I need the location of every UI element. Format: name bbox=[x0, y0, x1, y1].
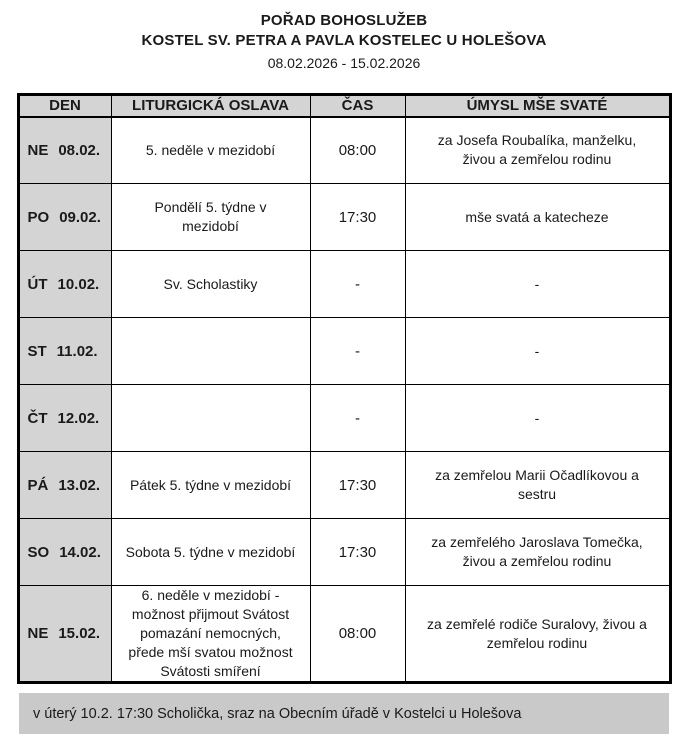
time-cell: - bbox=[310, 318, 405, 385]
day-abbr: NE bbox=[27, 625, 49, 642]
day-cell bbox=[18, 519, 111, 586]
day-cell bbox=[18, 385, 111, 452]
day-cell bbox=[18, 586, 111, 683]
column-header-liturgicka-oslava: LITURGICKÁ OSLAVA bbox=[111, 95, 310, 117]
day-abbr: NE bbox=[27, 141, 49, 159]
footer-note-text: v úterý 10.2. 17:30 Scholička, sraz na Obecním úřadě v Kostelci u Holešova bbox=[33, 705, 522, 722]
day-date: 11.02. bbox=[56, 342, 98, 360]
celebration-cell bbox=[111, 385, 310, 452]
time-cell: 08:00 bbox=[310, 117, 405, 184]
day-cell bbox=[18, 452, 111, 519]
day-abbr: PO bbox=[27, 208, 50, 226]
table-row bbox=[18, 586, 670, 683]
column-header-cas: ČAS bbox=[310, 95, 405, 117]
intention-cell: za zemřelé rodiče Suralovy, živou a zemřelou rodinu bbox=[405, 586, 670, 683]
footer-note-box bbox=[19, 693, 669, 734]
table-row bbox=[18, 519, 670, 586]
day-date: 14.02. bbox=[59, 543, 101, 561]
celebration-cell bbox=[111, 318, 310, 385]
day-date: 10.02. bbox=[57, 275, 100, 293]
day-date: 09.02. bbox=[59, 208, 101, 226]
day-abbr: SO bbox=[27, 543, 50, 561]
table-row bbox=[18, 184, 670, 251]
celebration-cell: Sobota 5. týdne v mezidobí bbox=[111, 519, 310, 586]
day-cell bbox=[18, 318, 111, 385]
schedule-table bbox=[17, 93, 672, 684]
intention-cell: za Josefa Roubalíka, manželku, živou a zemřelou rodinu bbox=[405, 117, 670, 184]
intention-cell: - bbox=[405, 385, 670, 452]
time-cell: - bbox=[310, 251, 405, 318]
date-range: 08.02.2026 - 15.02.2026 bbox=[267, 55, 421, 71]
day-date: 12.02. bbox=[57, 409, 100, 427]
time-cell: 17:30 bbox=[310, 519, 405, 586]
day-cell bbox=[18, 117, 111, 184]
intention-cell: - bbox=[405, 251, 670, 318]
table-row bbox=[18, 385, 670, 452]
celebration-cell: Pondělí 5. týdne v mezidobí bbox=[111, 184, 310, 251]
celebration-cell: 5. neděle v mezidobí bbox=[111, 117, 310, 184]
time-cell: 17:30 bbox=[310, 452, 405, 519]
celebration-cell: Sv. Scholastiky bbox=[111, 251, 310, 318]
table-header-row bbox=[18, 95, 670, 117]
table-row bbox=[18, 452, 670, 519]
page-subtitle: KOSTEL SV. PETRA A PAVLA KOSTELEC U HOLEŠOVA bbox=[141, 32, 547, 49]
day-abbr: ČT bbox=[27, 409, 48, 427]
day-abbr: PÁ bbox=[27, 476, 49, 494]
intention-cell: za zemřelou Marii Očadlíkovou a sestru bbox=[405, 452, 670, 519]
table-row bbox=[18, 318, 670, 385]
table-row bbox=[18, 251, 670, 318]
day-cell bbox=[18, 184, 111, 251]
intention-cell: - bbox=[405, 318, 670, 385]
time-cell: 08:00 bbox=[310, 586, 405, 683]
day-date: 08.02. bbox=[58, 141, 101, 159]
column-header-den: DEN bbox=[18, 95, 111, 117]
day-abbr: ST bbox=[27, 342, 47, 360]
intention-cell: mše svatá a katecheze bbox=[405, 184, 670, 251]
document-header bbox=[0, 0, 688, 72]
day-abbr: ÚT bbox=[27, 275, 48, 293]
column-header-umysl-mse-svate: ÚMYSL MŠE SVATÉ bbox=[405, 95, 670, 117]
day-date: 13.02. bbox=[58, 476, 101, 494]
time-cell: 17:30 bbox=[310, 184, 405, 251]
day-cell bbox=[18, 251, 111, 318]
table-row bbox=[18, 117, 670, 184]
intention-cell: za zemřelého Jaroslava Tomečka, živou a zemřelou rodinu bbox=[405, 519, 670, 586]
celebration-cell: 6. neděle v mezidobí - možnost přijmout Svátost pomazání nemocných, přede mší svatou možnost Svátosti smíření bbox=[111, 586, 310, 683]
time-cell: - bbox=[310, 385, 405, 452]
day-date: 15.02. bbox=[58, 625, 101, 642]
page-title: POŘAD BOHOSLUŽEB bbox=[260, 12, 428, 29]
celebration-cell: Pátek 5. týdne v mezidobí bbox=[111, 452, 310, 519]
